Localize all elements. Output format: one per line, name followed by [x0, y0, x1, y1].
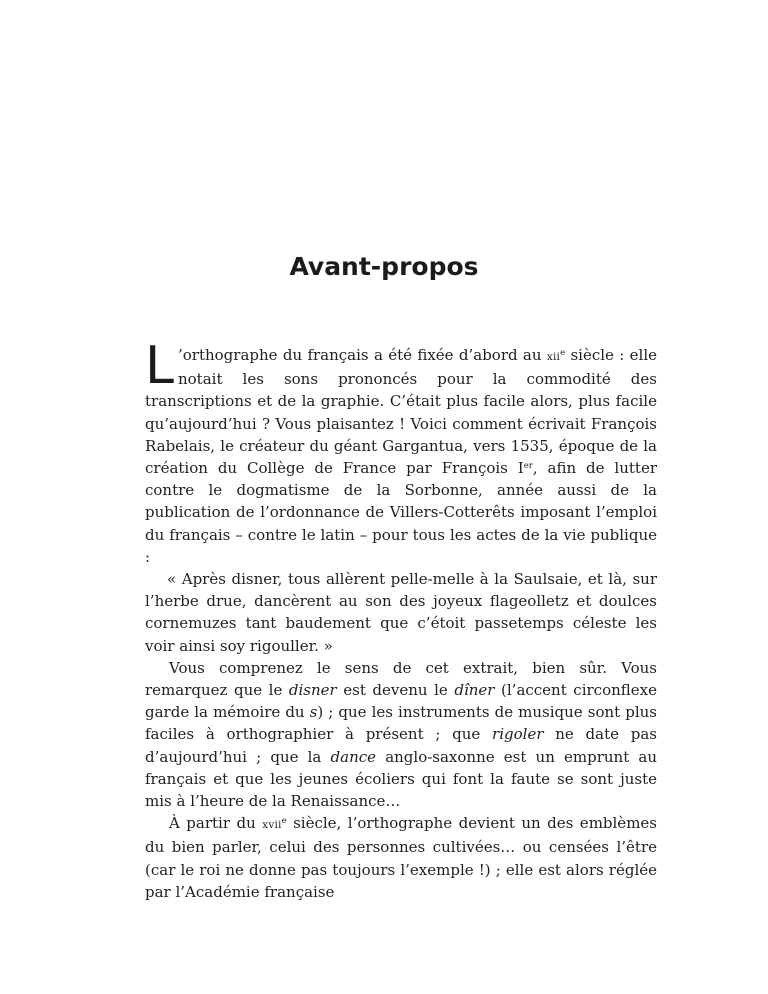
superscript: er: [523, 461, 533, 472]
paragraph-text: Vous comprenez le sens de cet extrait, bien sûr. Vous remarquez que le: [145, 658, 657, 700]
paragraph-text: À partir du: [169, 814, 263, 833]
italic-word: dance: [330, 747, 377, 766]
century-numeral: xvii: [262, 819, 282, 832]
paragraph-quote: « Après disner, tous allèrent pelle-melle à la Saulsaie, et là, sur l’herbe drue, dancèrent au son des joyeux flageolletz et doulces cornemuzes tant baudement que c’étoit passetemps céleste les voir ainsi soy rigouller. »: [145, 570, 657, 655]
paragraph-text: siècle, l’orthographe devient un des emblèmes du bien parler, celui des personnes cultivées… ou censées l’être (car le roi ne donne pas toujours l’exemple !) ; elle est alors réglée par l’Académie française: [145, 814, 657, 901]
paragraph-text: ) ; que les instruments de musique sont plus faciles à orthographier à présent ; que: [145, 703, 657, 744]
paragraph-text: , afin de lutter contre le dogmatisme de la Sorbonne, année aussi de la publication de l’ordonnance de Villers-Cotterêts imposant l’emploi du français – contre le latin – pour tous les actes de la vie publique :: [145, 459, 657, 566]
paragraph-comment: [145, 657, 657, 812]
paragraph-history: [145, 812, 657, 903]
superscript: e: [281, 816, 287, 827]
paragraph-text: siècle : elle notait les sons prononcés pour la commodité des transcriptions et de la graphie. C’était plus facile alors, plus facile qu’aujourd’hui ? Vous plaisantez ! Voici comment écrivait François Rabelais, le créateur du géant Gargantua, vers 1535, époque de la création du Collège de France par François I: [145, 346, 657, 478]
paragraph-intro: [145, 336, 657, 568]
paragraph-text: est devenu le: [336, 681, 455, 700]
italic-word: s: [309, 703, 318, 722]
paragraph-text: ne date pas d’aujourd’hui ; que la: [145, 725, 657, 766]
italic-word: disner: [288, 681, 337, 700]
chapter-title: Avant-propos: [289, 252, 479, 281]
body-text: [145, 336, 657, 903]
drop-cap: L: [145, 336, 174, 396]
italic-word: dîner: [454, 681, 495, 700]
paragraph-text: anglo-saxonne est un emprunt au français et que les jeunes écoliers qui font la faute se sont juste mis à l’heure de la Renaissance…: [145, 747, 657, 811]
italic-word: rigoler: [492, 725, 544, 744]
paragraph-text: ’orthographe du français a été fixée d’abord au: [177, 346, 547, 364]
century-numeral: xii: [546, 351, 561, 363]
paragraph-text: (l’accent circonflexe garde la mémoire du: [145, 681, 657, 722]
superscript: e: [560, 348, 566, 358]
